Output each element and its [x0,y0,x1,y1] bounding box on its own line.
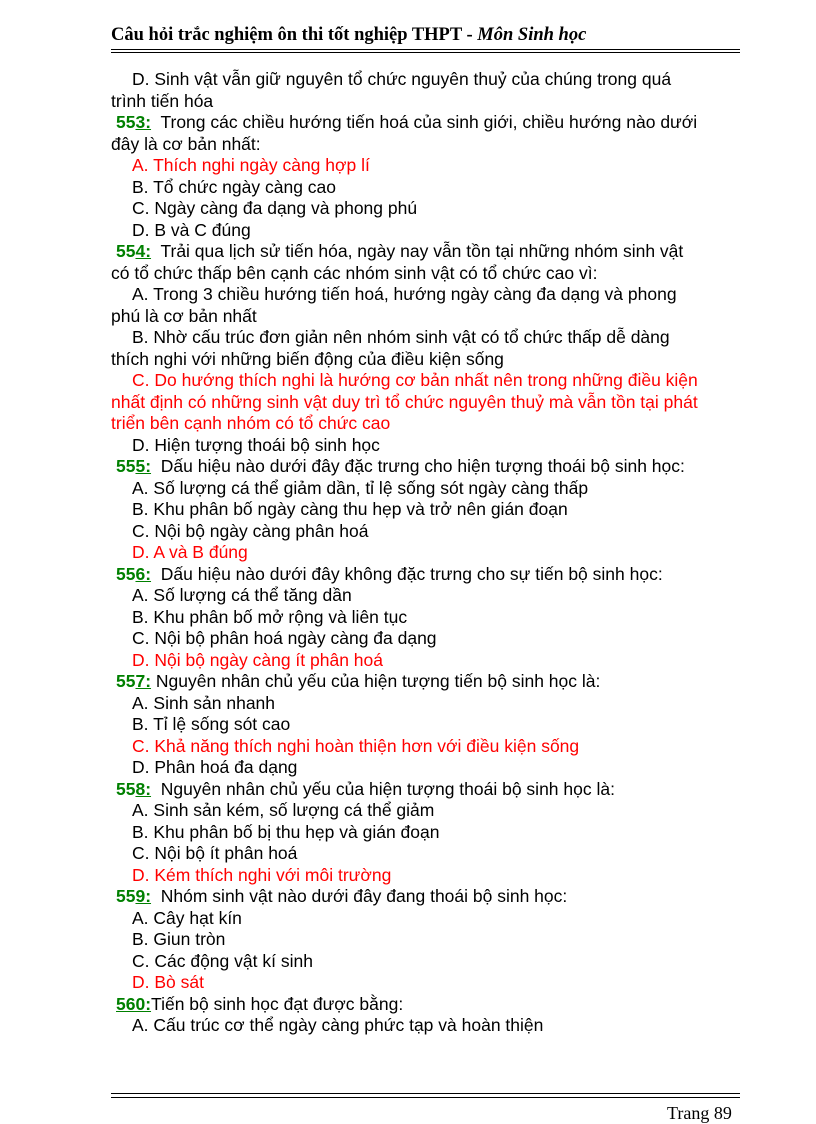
question-558-stem: 558: Nguyên nhân chủ yếu của hiện tượng thoái bộ sinh học là: [116,778,615,799]
question-555-option-c: C. Nội bộ ngày càng phân hoá [132,520,369,541]
question-558-number: 558: [116,778,152,799]
question-554-option-b: B. Nhờ cấu trúc đơn giản nên nhóm sinh vật có tổ chức thấp dễ dàng [132,327,670,347]
question-556-number: 556: [116,563,152,584]
question-553-option-d: D. B và C đúng [132,219,251,240]
question-554-stem: 554: Trải qua lịch sử tiến hóa, ngày nay vẫn tồn tại những nhóm sinh vật [116,241,684,261]
question-555-number: 555: [116,456,152,476]
header-separator: - [461,25,478,45]
question-556-option-d: D. Nội bộ ngày càng ít phân hoá [132,649,384,670]
question-553-stem: 553: Trong các chiều hướng tiến hoá của sinh giới, chiều hướng nào dưới [116,112,698,132]
header-rule-bottom [111,52,740,53]
question-560-number: 560: [116,993,152,1014]
question-557-option-c: C. Khả năng thích nghi hoàn thiện hơn với điều kiện sống [132,735,580,756]
question-559-option-c: C. Các động vật kí sinh [132,950,313,971]
question-558-option-d: D. Kém thích nghi với môi trường [132,864,392,885]
question-558-option-a: A. Sinh sản kém, số lượng cá thể giảm [132,800,435,820]
question-list [111,69,771,1037]
header-rule-top [111,49,740,50]
continued-option-d: D. Sinh vật vẫn giữ nguyên tổ chức nguyên thuỷ của chúng trong quá [132,69,672,89]
question-554-option-b-wrap: thích nghi với những biến động của điều kiện sống [111,348,504,369]
question-557-option-d: D. Phân hoá đa dạng [132,757,298,777]
question-560-option-a: A. Cấu trúc cơ thể ngày càng phức tạp và hoàn thiện [132,1015,544,1035]
footer-rule-top [111,1093,740,1094]
question-555-stem: 555: Dấu hiệu nào dưới đây đặc trưng cho hiện tượng thoái bộ sinh học: [116,456,685,476]
question-554-stem-wrap: có tổ chức thấp bên cạnh các nhóm sinh vật có tổ chức cao vì: [111,262,598,283]
question-553-option-b: B. Tổ chức ngày càng cao [132,176,337,197]
question-555-option-b: B. Khu phân bố ngày càng thu hẹp và trở nên gián đoạn [132,499,568,519]
question-555-option-d: D. A và B đúng [132,542,248,562]
question-557-number: 557: [116,671,152,691]
question-553-number: 553: [116,112,152,132]
question-557-option-a: A. Sinh sản nhanh [132,692,276,713]
question-554-option-c-wrap-2: triển bên cạnh nhóm có tổ chức cao [111,413,391,433]
question-559-number: 559: [116,886,152,906]
question-554-option-c: C. Do hướng thích nghi là hướng cơ bản nhất nên trong những điều kiện [132,370,698,390]
question-554-option-a-wrap: phú là cơ bản nhất [111,305,257,326]
question-557-stem: 557: Nguyên nhân chủ yếu của hiện tượng tiến bộ sinh học là: [116,671,601,691]
question-558-option-b: B. Khu phân bố bị thu hẹp và gián đoạn [132,821,440,842]
question-560-stem: 560:Tiến bộ sinh học đạt được bằng: [116,993,404,1014]
header-subject: Môn Sinh học [477,25,587,45]
question-554-number: 554: [116,241,152,261]
page-header [111,25,586,46]
question-559-option-a: A. Cây hạt kín [132,907,242,928]
question-553-stem-wrap: đây là cơ bản nhất: [111,133,261,154]
question-556-stem: 556: Dấu hiệu nào dưới đây không đặc trưng cho sự tiến bộ sinh học: [116,563,663,584]
page-number: Trang 89 [667,1103,732,1123]
question-553-option-c: C. Ngày càng đa dạng và phong phú [132,198,418,218]
question-558-option-c: C. Nội bộ ít phân hoá [132,843,298,863]
question-556-option-b: B. Khu phân bố mở rộng và liên tục [132,606,408,627]
question-559-option-d: D. Bò sát [132,972,204,992]
question-553-option-a: A. Thích nghi ngày càng hợp lí [132,155,370,175]
question-556-option-a: A. Số lượng cá thể tăng dần [132,585,352,605]
question-554-option-a: A. Trong 3 chiều hướng tiến hoá, hướng ngày càng đa dạng và phong [132,284,677,304]
question-557-option-b: B. Tỉ lệ sống sót cao [132,714,291,734]
question-556-option-c: C. Nội bộ phân hoá ngày càng đa dạng [132,628,437,648]
question-559-stem: 559: Nhóm sinh vật nào dưới đây đang thoái bộ sinh học: [116,886,568,906]
question-559-option-b: B. Giun tròn [132,929,226,949]
header-title: Câu hỏi trắc nghiệm ôn thi tốt nghiệp THPT [111,25,462,45]
question-554-option-d: D. Hiện tượng thoái bộ sinh học [132,434,380,455]
continued-option-d-wrap: trình tiến hóa [111,90,214,111]
question-555-option-a: A. Số lượng cá thể giảm dần, tỉ lệ sống sót ngày càng thấp [132,477,589,498]
footer-rule-bottom [111,1097,740,1098]
question-554-option-c-wrap: nhất định có những sinh vật duy trì tổ chức nguyên thuỷ mà vẫn tồn tại phát [111,391,698,412]
